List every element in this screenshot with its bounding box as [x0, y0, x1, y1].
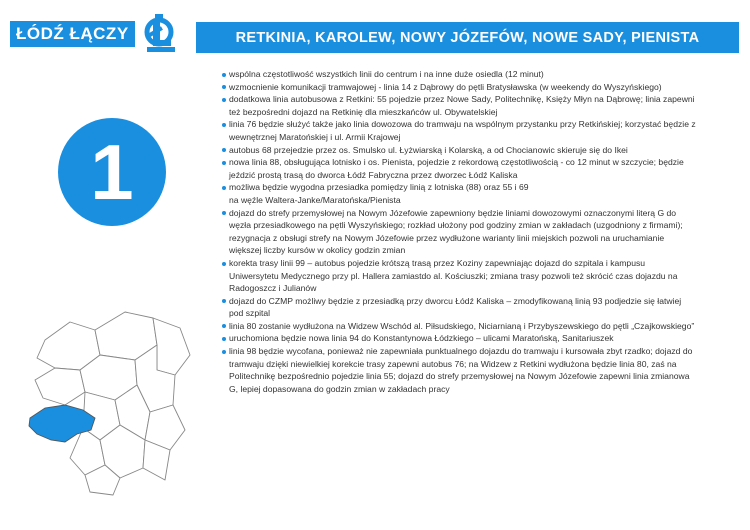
lodz-l-logo-icon	[141, 14, 177, 54]
list-item: korekta trasy linii 99 – autobus pojedzie krótszą trasą przez Koziny zapewniając dojazd do szpitala i kampusu Uniwersytetu Medycznego przy pl. Hallera zamiastdo al. Kościuszki; zmiana trasy pozwoli też skrócić czas dojazdu na Radogoszcz i Julianów	[221, 257, 697, 295]
section-number-badge: 1	[58, 118, 166, 226]
logo	[10, 14, 177, 54]
list-item: wzmocnienie komunikacji tramwajowej - linia 14 z Dąbrowy do pętli Bratysławska (w weekendy do Wyszyńskiego)	[221, 81, 697, 94]
page-title: RETKINIA, KAROLEW, NOWY JÓZEFÓW, NOWE SADY, PIENISTA	[196, 22, 739, 53]
list-item: linia 76 będzie służyć także jako linia dowozowa do tramwaju na wspólnym przystanku przy Retkińskiej; korzystać będzie z wewnętrznej Maratońskiej i ul. Armii Krajowej	[221, 118, 697, 143]
list-item: wspólna częstotliwość wszystkich linii do centrum i na inne duże osiedla (12 minut)	[221, 68, 697, 81]
list-item: dojazd do strefy przemysłowej na Nowym Józefowie zapewniony będzie liniami dowozowymi oznaczonymi literą G do węzła przesiadkowego na pętli Wyszyńskiego; rozkład ułożony pod godziny zmian w zakładach (uzgodniony z firmami); rezygnacja z obsługi strefy na Nowym Józefowie przez wydłużone warianty linii miejskich pozwoli na uruchamianie większej liczby kursów w okolicy godzin zmian	[221, 207, 697, 257]
district-map-icon	[25, 300, 195, 500]
list-item: możliwa będzie wygodna przesiadka pomiędzy linią z lotniska (88) oraz 55 i 69	[221, 181, 697, 194]
logo-text: ŁÓDŹ ŁĄCZY	[10, 21, 135, 47]
list-item: dojazd do CZMP możliwy będzie z przesiadką przy dworcu Łódź Kaliska – zmodyfikowaną linią 93 podjedzie się łatwiej pod szpital	[221, 295, 697, 320]
list-item: linia 80 zostanie wydłużona na Widzew Wschód al. Piłsudskiego, Niciarnianą i Przybyszewskiego do pętli „Czajkowskiego”	[221, 320, 697, 333]
changes-list	[221, 68, 697, 395]
list-item: uruchomiona będzie nowa linia 94 do Konstantynowa Łódzkiego – ulicami Maratońską, Sanitariuszek	[221, 332, 697, 345]
list-item-continuation: na węźle Waltera-Janke/Maratońska/Pienista	[229, 194, 401, 205]
list-item: dodatkowa linia autobusowa z Retkini: 55 pojedzie przez Nowe Sady, Politechnikę, Księży Młyn na Dąbrowę; linia zapewni też bezpośredni dojazd na Retkinię dla mieszkańców ul. Obywatelskiej	[221, 93, 697, 118]
list-item: linia 98 będzie wycofana, ponieważ nie zapewniała punktualnego dojazdu do tramwaju i kursowała zbyt rzadko; dojazd do tramwaju dzięki niewielkiej korekcie trasy zapewni autobus 76; na Widzew z Retkini wydłużona będzie linia 80, zaś na Politechnikę bezpośrednio pojedzie linia 55; dojazd do strefy przemysłowej na Nowym Józefowie zapewni linia zmianowa G, lepiej dopasowana do godzin zmian w zakładach pracy	[221, 345, 697, 395]
list-item: nowa linia 88, obsługująca lotnisko i os. Pienista, pojedzie z rekordową częstotliwością - co 12 minut w szczycie; będzie jeździć prostą trasą do dworca Łódź Fabryczna przez dworzec Łódź Kaliska	[221, 156, 697, 181]
list-item: autobus 68 przejedzie przez os. Smulsko ul. Łyżwiarską i Kolarską, a od Chocianowic skieruje się do Ikei	[221, 144, 697, 157]
